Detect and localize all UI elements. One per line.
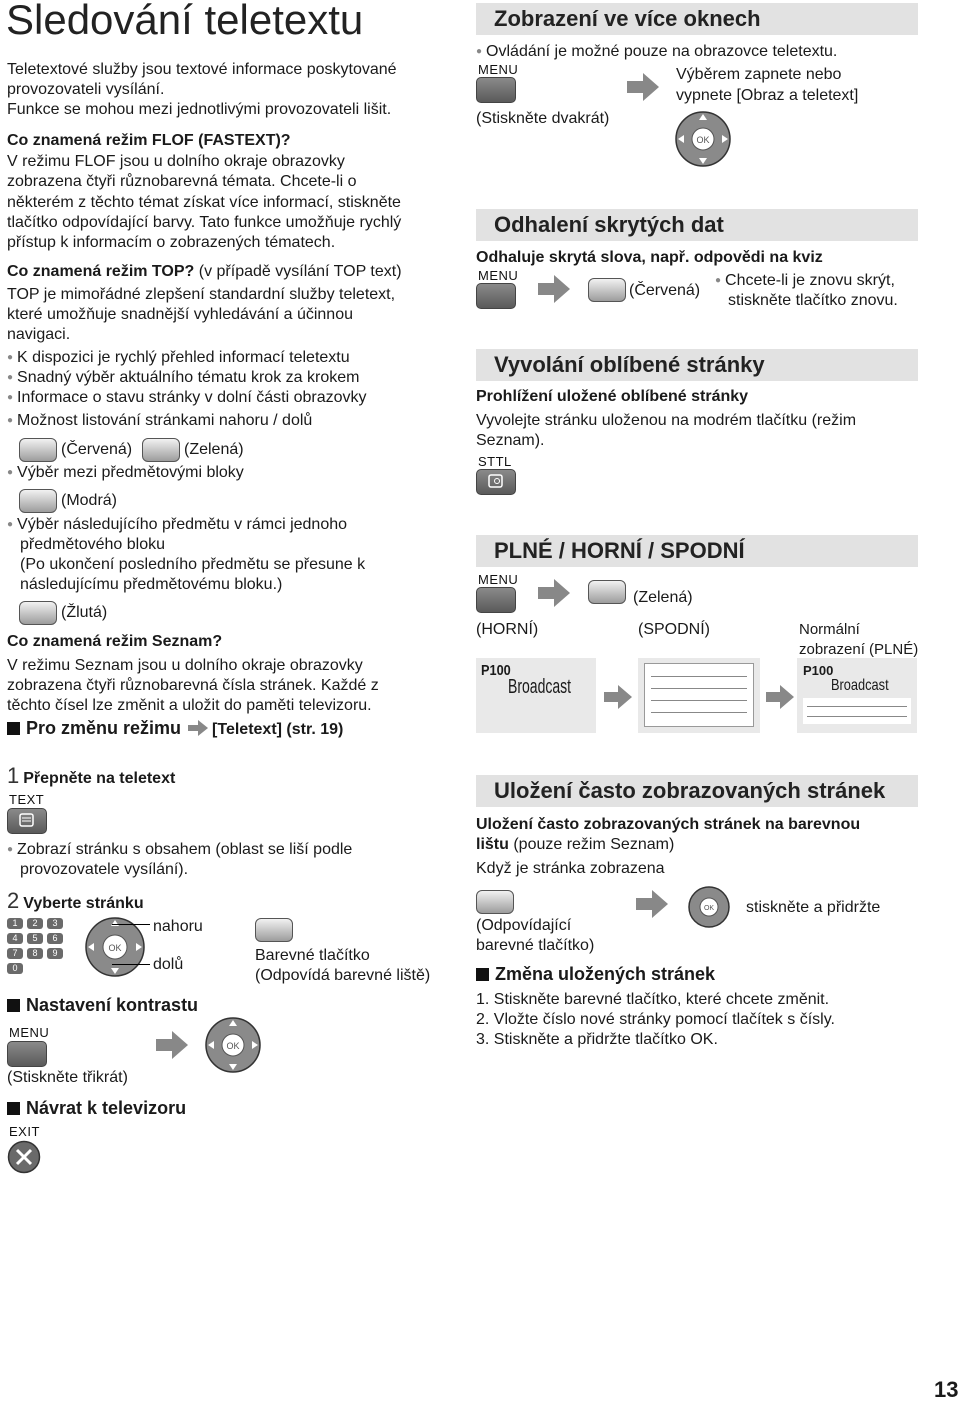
- yellow-label: (Žlutá): [61, 604, 108, 621]
- menu-button[interactable]: [7, 1041, 47, 1067]
- menu-key-label: MENU: [478, 268, 519, 283]
- arrow-right-icon: [627, 73, 659, 101]
- store-sub-bold: lištu: [476, 836, 509, 853]
- svg-text:OK: OK: [226, 1041, 240, 1051]
- multi-action: vypnete [Obraz a teletext]: [676, 87, 859, 104]
- list-line: zobrazena čtyři různobarevná čísla stránek. Každé z: [7, 677, 379, 694]
- bullet-text: Informace o stavu stránky v dolní části obrazovky: [17, 389, 367, 406]
- section-title: Odhalení skrytých dat: [494, 212, 724, 237]
- step-number: 2: [7, 888, 20, 913]
- mode-change-label: Pro změnu režimu: [26, 718, 182, 738]
- arrow-right-icon: [604, 685, 632, 709]
- arrow-right-icon: [538, 579, 570, 607]
- exit-button[interactable]: [7, 1140, 41, 1174]
- screen-text-box: [644, 663, 754, 727]
- color-button[interactable]: [476, 890, 514, 914]
- color-button-label: Barevné tlačítko: [255, 947, 370, 964]
- red-button[interactable]: [588, 278, 626, 302]
- text-button[interactable]: [7, 808, 47, 834]
- leader-line: [112, 964, 150, 965]
- change-title: [476, 964, 715, 984]
- section-header: [476, 775, 918, 807]
- number-key[interactable]: 9: [47, 948, 63, 959]
- step2-title: [7, 888, 144, 914]
- sttl-button[interactable]: [476, 469, 516, 495]
- store-sub: Uložení často zobrazovaných stránek na barevnou: [476, 816, 861, 833]
- arrow-right-icon: [766, 685, 794, 709]
- bullet-text: K dispozici je rychlý přehled informací teletextu: [17, 349, 350, 366]
- intro-line: provozovateli vysílání.: [7, 81, 165, 98]
- step-label: Vyberte stránku: [23, 895, 144, 912]
- top-question-rest: (v případě vysílání TOP text): [194, 263, 402, 280]
- hold-label: stiskněte a přidržte: [746, 899, 881, 916]
- text-key-label: TEXT: [9, 792, 45, 807]
- menu-key-label: MENU: [478, 572, 519, 587]
- yellow-button[interactable]: [19, 601, 57, 625]
- step1-title: [7, 763, 176, 789]
- number-key[interactable]: 5: [27, 933, 43, 944]
- upper-label: (HORNÍ): [476, 621, 539, 638]
- subtitle-icon: [477, 470, 514, 493]
- note-text: Chcete-li je znovu skrýt,: [725, 272, 895, 289]
- number-key[interactable]: 2: [27, 918, 43, 929]
- mode-change-ref: [Teletext] (str. 19): [212, 721, 344, 738]
- blue-label: (Modrá): [61, 492, 118, 509]
- red-label: (Červená): [61, 441, 133, 458]
- arrow-right-icon: [188, 720, 210, 736]
- flof-line: zobrazena čtyři různobarevná témata. Chcete-li o: [7, 173, 357, 190]
- top-line: navigaci.: [7, 326, 71, 343]
- change-step: 3. Stiskněte a přidržte tlačítko OK.: [476, 1031, 718, 1048]
- p100-label: P100: [481, 662, 511, 679]
- multi-action: Výběrem zapnete nebo: [676, 66, 842, 83]
- square-bullet-icon: [7, 722, 20, 735]
- exit-key-label: EXIT: [9, 1124, 40, 1139]
- reveal-hide-cont: stiskněte tlačítko znovu.: [728, 292, 898, 309]
- mode-change: [7, 718, 343, 740]
- screen-upper: [476, 658, 596, 733]
- store-btn-note: barevné tlačítko): [476, 937, 595, 954]
- page-title: Sledování teletextu: [6, 0, 364, 43]
- color-button[interactable]: [255, 918, 293, 942]
- flof-question: Co znamená režim FLOF (FASTEXT)?: [7, 132, 291, 149]
- section-header: [476, 209, 918, 241]
- arrow-right-icon: [156, 1031, 188, 1059]
- bullet-item: [7, 411, 312, 433]
- store-when: Když je stránka zobrazena: [476, 860, 665, 877]
- bullet-item: [7, 368, 359, 390]
- list-line: V režimu Seznam jsou u dolního okraje obrazovky: [7, 657, 363, 674]
- section-title: Zobrazení ve více oknech: [494, 6, 761, 31]
- bullet-item: [7, 388, 367, 410]
- intro-line: Funkce se mohou mezi jednotlivými provozovateli lišit.: [7, 101, 392, 118]
- multi-note: [476, 42, 837, 64]
- red-label: (Červená): [629, 282, 701, 299]
- top-line: TOP je mimořádné zlepšení standardní služby teletext,: [7, 286, 396, 303]
- blue-button[interactable]: [19, 489, 57, 513]
- contrast-title: [7, 995, 198, 1015]
- bullet-text: Možnost listování stránkami nahoru / dolů: [17, 412, 313, 429]
- note-text: Ovládání je možné pouze na obrazovce teletextu.: [486, 43, 838, 60]
- flof-line: některém z těchto témat získat více informací, stiskněte: [7, 194, 401, 211]
- bullet-item: [7, 515, 347, 537]
- page-number: 13: [934, 1377, 959, 1402]
- menu-button[interactable]: [476, 283, 516, 309]
- section-header: [476, 349, 918, 381]
- bullet-cont: předmětového bloku: [20, 536, 165, 553]
- multi-press: (Stiskněte dvakrát): [476, 110, 610, 127]
- screen-text-box: [803, 698, 911, 724]
- flof-line: V režimu FLOF jsou u dolního okraje obrazovky: [7, 153, 345, 170]
- square-bullet-icon: [476, 968, 489, 981]
- menu-button[interactable]: [476, 587, 516, 613]
- step1-note-cont: provozovatele vysílání).: [20, 861, 189, 878]
- change-title-text: Změna uložených stránek: [495, 964, 716, 984]
- bullet-text: Výběr mezi předmětovými bloky: [17, 464, 244, 481]
- number-key[interactable]: 0: [7, 963, 23, 974]
- number-key[interactable]: 1: [7, 918, 23, 929]
- step-number: 1: [7, 763, 20, 788]
- color-button-label: (Odpovídá barevné liště): [255, 967, 431, 984]
- arrow-right-icon: [538, 275, 570, 303]
- green-label: (Zelená): [184, 441, 244, 458]
- number-key[interactable]: 7: [7, 948, 23, 959]
- bullet-text: Výběr následujícího předmětu v rámci jednoho: [17, 516, 348, 533]
- favourite-sub: Prohlížení uložené oblíbené stránky: [476, 388, 749, 405]
- store-sub-line2: [476, 835, 674, 855]
- teletext-icon: [8, 809, 45, 832]
- contrast-title-text: Nastavení kontrastu: [26, 995, 199, 1015]
- screen-full: [797, 658, 917, 733]
- bullet-cont: následujícímu předmětovému bloku.): [20, 576, 283, 593]
- note-text: Zobrazí stránku s obsahem (oblast se liší podle: [17, 841, 353, 858]
- step1-note: [7, 840, 352, 862]
- ok-dpad-icon[interactable]: [687, 885, 731, 929]
- broadcast-label: Broadcast: [831, 677, 889, 694]
- back-tv-title: [7, 1098, 186, 1118]
- section-header: [476, 3, 918, 35]
- flof-line: přístup k informacím o zobrazených tématech.: [7, 234, 336, 251]
- bullet-item: [7, 348, 350, 370]
- sttl-key-label: STTL: [478, 454, 512, 469]
- menu-button[interactable]: [476, 77, 516, 103]
- list-line: těchto čísel lze změnit a uložit do paměti televizoru.: [7, 697, 372, 714]
- intro-line: Teletextové služby jsou textové informace poskytované: [7, 61, 397, 78]
- svg-text:OK: OK: [696, 135, 710, 145]
- top-line: které umožňuje snadnější vyhledávání a účinnou: [7, 306, 353, 323]
- change-step: 1. Stiskněte barevné tlačítko, které chcete změnit.: [476, 991, 830, 1008]
- screen-lower: [638, 658, 760, 733]
- normal-label: zobrazení (PLNÉ): [799, 641, 919, 658]
- down-label: dolů: [153, 956, 184, 973]
- p100-label: P100: [803, 663, 834, 678]
- store-btn-note: (Odpovídající: [476, 917, 572, 934]
- bullet-cont: (Po ukončení posledního předmětu se přesune k: [20, 556, 366, 573]
- leader-line: [112, 924, 150, 925]
- arrow-right-icon: [636, 890, 668, 918]
- menu-key-label: MENU: [9, 1025, 50, 1040]
- number-key[interactable]: 8: [27, 948, 43, 959]
- svg-text:OK: OK: [108, 943, 122, 953]
- up-label: nahoru: [153, 918, 203, 935]
- bullet-text: Snadný výběr aktuálního tématu krok za krokem: [17, 369, 360, 386]
- number-key[interactable]: 4: [7, 933, 23, 944]
- green-button[interactable]: [588, 580, 626, 604]
- number-keypad[interactable]: [7, 918, 67, 976]
- number-key[interactable]: 3: [47, 918, 63, 929]
- section-title: Vyvolání oblíbené stránky: [494, 352, 765, 377]
- section-title: Uložení často zobrazovaných stránek: [494, 778, 886, 803]
- change-step: 2. Vložte číslo nové stránky pomocí tlačítek s čísly.: [476, 1011, 835, 1028]
- contrast-note: (Stiskněte třikrát): [7, 1069, 128, 1086]
- square-bullet-icon: [7, 1102, 20, 1115]
- list-question: Co znamená režim Seznam?: [7, 633, 223, 650]
- bullet-item: [7, 463, 244, 485]
- step-label: Přepněte na teletext: [23, 770, 176, 787]
- square-bullet-icon: [7, 999, 20, 1012]
- favourite-text: Vyvolejte stránku uloženou na modrém tlačítku (režim: [476, 412, 857, 429]
- ok-dpad-icon[interactable]: [204, 1016, 262, 1074]
- flof-line: tlačítko odpovídající barvy. Tato funkce umožňuje rychlý: [7, 214, 402, 231]
- store-sub-rest: (pouze režim Seznam): [508, 836, 675, 853]
- broadcast-label: Broadcast: [508, 676, 572, 698]
- section-header: [476, 535, 918, 567]
- ok-dpad-icon[interactable]: [84, 916, 146, 978]
- green-button[interactable]: [142, 438, 180, 462]
- menu-key-label: MENU: [478, 62, 519, 77]
- top-question-bold: Co znamená režim TOP?: [7, 263, 195, 280]
- back-tv-title-text: Návrat k televizoru: [26, 1098, 187, 1118]
- green-label: (Zelená): [633, 589, 693, 606]
- lower-label: (SPODNÍ): [638, 621, 710, 638]
- reveal-hide: [715, 271, 895, 293]
- ok-dpad-icon[interactable]: [674, 110, 732, 168]
- favourite-text: Seznam).: [476, 432, 545, 449]
- top-question: [7, 262, 402, 282]
- ok-label: OK: [703, 905, 715, 912]
- section-title: PLNÉ / HORNÍ / SPODNÍ: [494, 538, 745, 563]
- normal-label: Normální: [799, 621, 860, 638]
- red-button[interactable]: [19, 438, 57, 462]
- reveal-sub: Odhaluje skrytá slova, např. odpovědi na kviz: [476, 249, 823, 266]
- number-key[interactable]: 6: [47, 933, 63, 944]
